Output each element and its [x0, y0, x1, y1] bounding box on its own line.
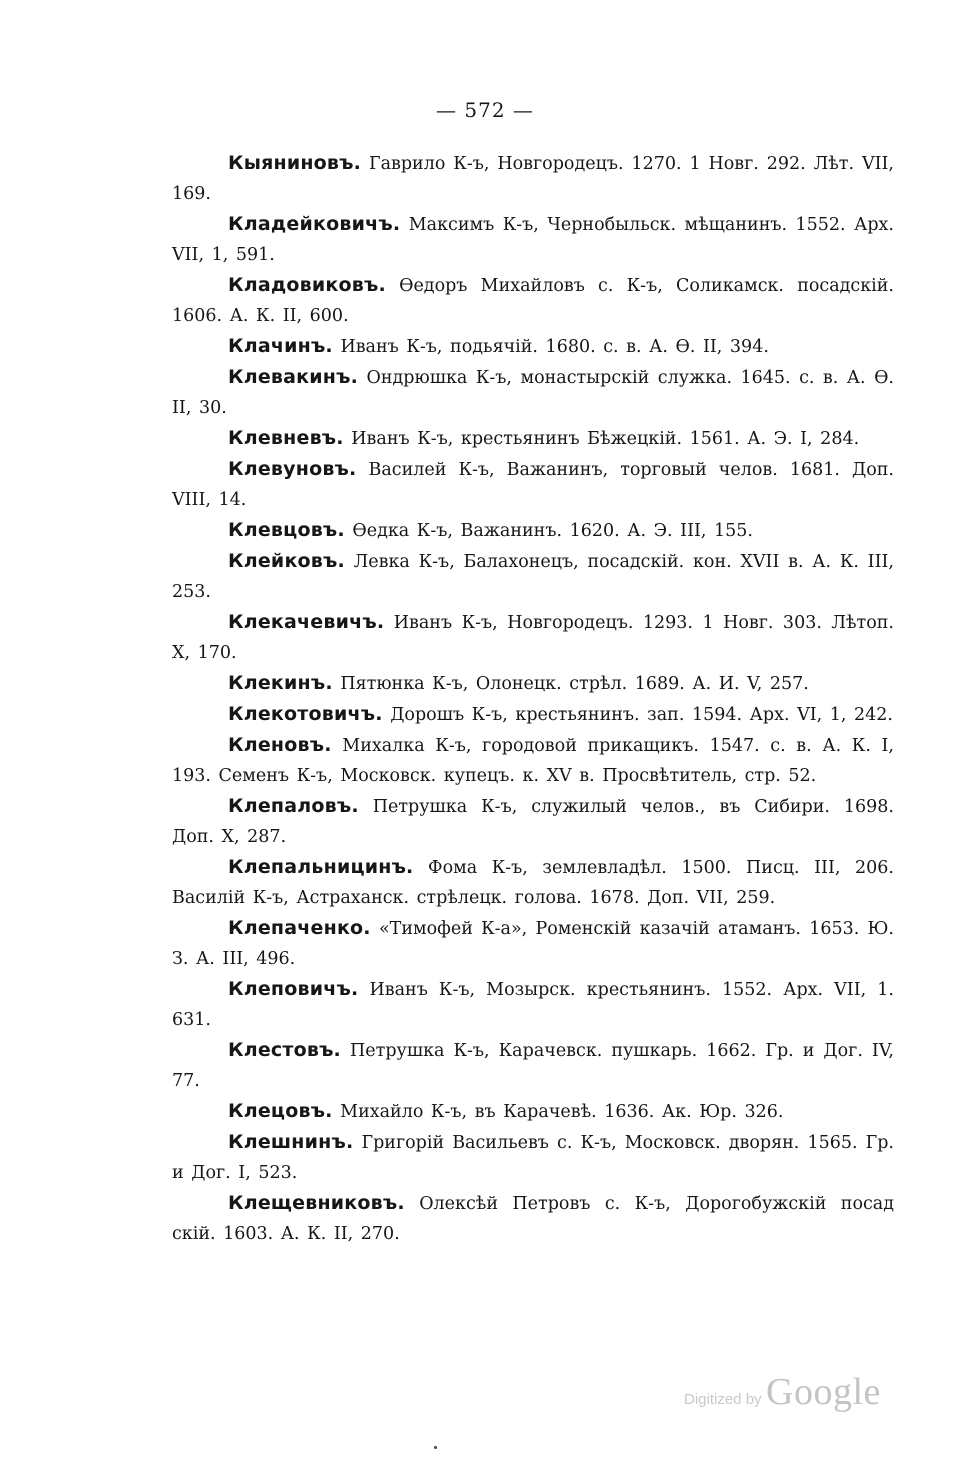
entry [172, 454, 894, 515]
entry [172, 515, 894, 546]
entry-headword: Клещевниковъ. [228, 1192, 405, 1214]
entry-headword: Кленовъ. [228, 734, 332, 756]
entry-text: Ондрюшка К-ъ, монастырскій служка. 1645. с. в. А. Ѳ. II, 30. [172, 368, 894, 418]
entry [172, 974, 894, 1035]
entry-text: Олексѣй Петровъ с. К-ъ, Дорогобужскій посад скій. 1603. А. К. II, 270. [172, 1194, 894, 1244]
entry-headword: Клекачевичъ. [228, 611, 385, 633]
entry [172, 1035, 894, 1096]
watermark-brand-logo: Google [766, 1371, 881, 1413]
entry-text: Иванъ К-ъ, Мозырск. крестьянинъ. 1552. Арх. VII, 1. 631. [172, 980, 894, 1030]
entry-text: Василей К-ъ, Важанинъ, торговый челов. 1681. Доп. VIII, 14. [172, 460, 894, 510]
entry-headword: Клейковъ. [228, 550, 345, 572]
entry-headword: Клеповичъ. [228, 978, 359, 1000]
entry-text: Иванъ К-ъ, крестьянинъ Бѣжецкій. 1561. А. Э. I, 284. [351, 429, 860, 449]
entry-headword: Клепаченко. [228, 917, 371, 939]
entry-headword: Клепаловъ. [228, 795, 359, 817]
entry-headword: Клекотовичъ. [228, 703, 383, 725]
entry-headword: Клекинъ. [228, 672, 333, 694]
entry-headword: Клевуновъ. [228, 458, 357, 480]
entry-text: Дорошъ К-ъ, крестьянинъ. зап. 1594. Арх. VI, 1, 242. [390, 705, 893, 725]
entry-text: Иванъ К-ъ, Новгородецъ. 1293. 1 Новг. 303. Лѣтоп. X, 170. [172, 613, 894, 663]
entry-text: Григорій Васильевъ с. К-ъ, Московск. дворян. 1565. Гр. и Дог. I, 523. [172, 1133, 894, 1183]
watermark-prefix: Digitized by [684, 1391, 762, 1408]
entry [172, 913, 894, 974]
entry-headword: Клецовъ. [228, 1100, 333, 1122]
entry [172, 148, 894, 209]
entry [172, 331, 894, 362]
paper-speck [434, 1446, 437, 1449]
entry [172, 668, 894, 699]
entry-text: Ѳедоръ Михайловъ с. К-ъ, Соликамск. посадскій. 1606. А. К. II, 600. [172, 276, 894, 326]
entry-text: Петрушка К-ъ, служилый челов., въ Сибири. 1698. Доп. X, 287. [172, 797, 894, 847]
entry [172, 362, 894, 423]
entry-text: Пятюнка К-ъ, Олонецк. стрѣл. 1689. А. И. V, 257. [340, 674, 809, 694]
entry [172, 730, 894, 791]
entry-text: Ѳедка К-ъ, Важанинъ. 1620. А. Э. III, 155. [352, 521, 753, 541]
entry-text: Гаврило К-ъ, Новгородецъ. 1270. 1 Новг. 292. Лѣт. VII, 169. [172, 154, 894, 204]
entry [172, 699, 894, 730]
entry-headword: Клестовъ. [228, 1039, 341, 1061]
digitized-watermark [684, 1370, 881, 1414]
page-number: — 572 — [436, 98, 534, 122]
entry-text: Максимъ К-ъ, Чернобыльск. мѣщанинъ. 1552. Арх. VII, 1, 591. [172, 215, 894, 265]
entry [172, 791, 894, 852]
entry [172, 1127, 894, 1188]
entry [172, 546, 894, 607]
entry [172, 1096, 894, 1127]
dictionary-entries [172, 148, 894, 1249]
entry [172, 423, 894, 454]
entry [172, 852, 894, 913]
entry-headword: Клепальницинъ. [228, 856, 414, 878]
entry [172, 607, 894, 668]
entry-headword: Клевневъ. [228, 427, 344, 449]
entry-text: Фома К-ъ, землевладѣл. 1500. Писц. III, 206. Василій К-ъ, Астраханск. стрѣлецк. голова. 1678. Доп. VII, 259. [172, 858, 894, 908]
entry [172, 270, 894, 331]
entry-headword: Кладовиковъ. [228, 274, 386, 296]
entry-text: Михайло К-ъ, въ Карачевѣ. 1636. Ак. Юр. 326. [340, 1102, 784, 1122]
entry [172, 209, 894, 270]
entry-headword: Клевцовъ. [228, 519, 345, 541]
entry-text: «Тимофей К-а», Роменскій казачій атаманъ. 1653. Ю. З. А. III, 496. [172, 919, 894, 969]
entry-headword: Кыяниновъ. [228, 152, 362, 174]
entry-headword: Клачинъ. [228, 335, 333, 357]
entry-text: Петрушка К-ъ, Карачевск. пушкарь. 1662. Гр. и Дог. IV, 77. [172, 1041, 894, 1091]
entry-headword: Кладейковичъ. [228, 213, 401, 235]
entry-headword: Клевакинъ. [228, 366, 359, 388]
entry-headword: Клешнинъ. [228, 1131, 354, 1153]
entry-text: Михалка К-ъ, городовой прикащикъ. 1547. с. в. А. К. I, 193. Семенъ К-ъ, Московск. купецъ. к. XV в. Просвѣтитель, стр. 52. [172, 736, 894, 786]
entry [172, 1188, 894, 1249]
entry-text: Иванъ К-ъ, подьячій. 1680. с. в. А. Ѳ. II, 394. [340, 337, 769, 357]
entry-text: Левка К-ъ, Балахонецъ, посадскій. кон. XVII в. А. К. III, 253. [172, 552, 894, 602]
